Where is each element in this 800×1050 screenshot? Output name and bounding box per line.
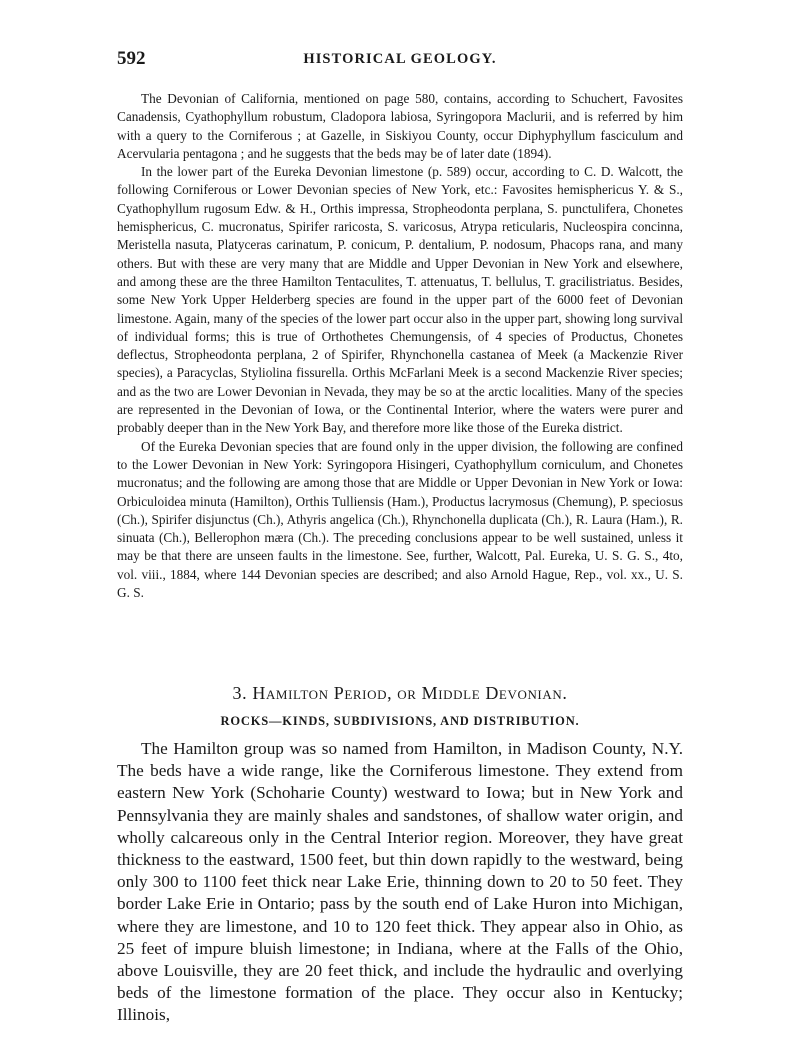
page-header	[117, 48, 683, 74]
paragraph-california-devonian: The Devonian of California, mentioned on page 580, contains, according to Schuchert, Favosites Canadensis, Cyathophyllum robustum, Cladopora labiosa, Syringopora Maclurii, and is referred by him with a query to the Corniferous ; at Gazelle, in Siskiyou County, occur Diphyphyllum fasciculum and Acervularia pentagona ; and he suggests that the beds may be of later date (1894).	[117, 91, 683, 161]
paragraph-eureka-upper-division: Of the Eureka Devonian species that are found only in the upper division, the following are confined to the Lower Devonian in New York: Syringopora Hisingeri, Cyathophyllum corniculum, and Chonetes mucronatus; and the following are among those that are Middle or Upper Devonian in New York or Iowa: Orbiculoidea minuta (Hamilton), Orthis Tulliensis (Ham.), Productus lacrymosus (Chemung), P. speciosus (Ch.), Spirifer disjunctus (Ch.), Athyris angelica (Ch.), Rhynchonella duplicata (Ch.), R. Laura (Ham.), R. sinuata (Ch.), Bellerophon mæra (Ch.). The preceding conclusions appear to be well sustained, unless it may be that there are unseen faults in the limestone. See, further, Walcott, Pal. Eureka, U. S. G. S., 4to, vol. viii., 1884, where 144 Devonian species are described; and also Arnold Hague, Rep., vol. xx., U. S. G. S.	[117, 438, 683, 601]
running-head: HISTORICAL GEOLOGY.	[303, 51, 497, 67]
small-print-notes	[117, 90, 683, 602]
subsection-title: ROCKS—KINDS, SUBDIVISIONS, AND DISTRIBUTION.	[220, 714, 580, 728]
main-body-text	[117, 738, 683, 1027]
paragraph-eureka-devonian: In the lower part of the Eureka Devonian limestone (p. 589) occur, according to C. D. Walcott, the following Corniferous or Lower Devonian species of New York, etc.: Favosites hemisphericus Y. & S., Cyathophyllum rugosum Edw. & H., Orthis impressa, Stropheodonta perplana, S. punctulifera, Chonetes hemisphericus, C. mucronatus, Spirifer raricosta, S. varicosus, Atrypa reticularis, Nucleospira concinna, Meristella nasuta, Platyceras carinatum, P. conicum, P. dentalium, P. nodosum, Phacops rana, and many others. But with these are very many that are Middle and Upper Devonian in New York and elsewhere, and among these are the three Hamilton Tentaculites, T. attenuatus, T. bellulus, T. gracilistriatus. Besides, some New York Upper Helderberg species are found in the upper part of the 6000 feet of Devonian limestone. Again, many of the species of the lower part occur also in the upper part, showing long survival of individual forms; this is true of Orthothetes Chemungensis, of 4 species of Productus, Chonetes deflectus, Stropheodonta perplana, 2 of Spirifer, Rhynchonella castanea of Meek (a Mackenzie River species), a Paracyclas, Styliolina fissurella. Orthis McFarlani Meek is a second Mackenzie River species; and as the two are Lower Devonian in Nevada, they may be so at the arctic localities. Many of the species are represented in the Devonian of Iowa, or the Continental Interior, where the waters were purer and probably deeper than in the New York Bay, and therefore more like those of the Eureka district.	[117, 164, 683, 436]
paragraph-hamilton-group: The Hamilton group was so named from Hamilton, in Madison County, N.Y. The beds have a wide range, like the Corniferous limestone. They extend from eastern New York (Schoharie County) westward to Iowa; but in New York and Pennsylvania they are mainly shales and sandstones, of shallow water origin, and wholly calcareous only in the Central Interior region. Moreover, they have great thickness to the eastward, 1500 feet, but thin down rapidly to the westward, being only 300 to 1100 feet thick near Lake Erie, thinning down to 20 to 50 feet. They border Lake Erie in Ontario; pass by the south end of Lake Huron into Michigan, where they are limestone, and 10 to 120 feet thick. They appear also in Ohio, as 25 feet of impure bluish limestone; in Indiana, where at the Falls of the Ohio, above Louisville, they are 20 feet thick, and include the hydraulic and overlying beds of the limestone formation of the place. They occur also in Kentucky; Illinois,	[117, 739, 683, 1025]
section-title: 3. Hamilton Period, or Middle Devonian.	[232, 683, 568, 703]
page-number: 592	[117, 48, 146, 69]
